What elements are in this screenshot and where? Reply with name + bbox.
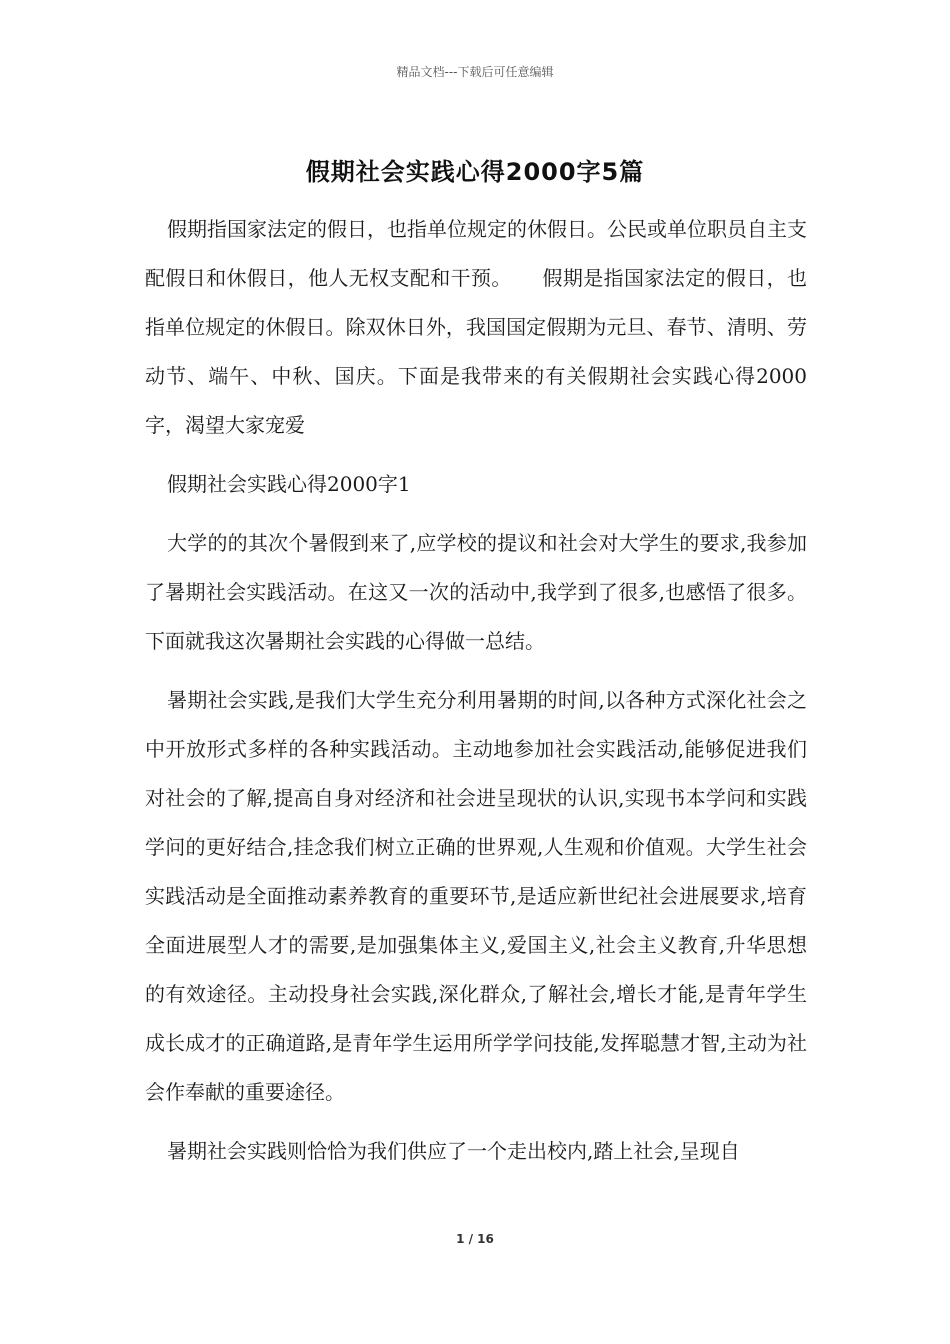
- paragraph-1: 大学的的其次个暑假到来了,应学校的提议和社会对大学生的要求,我参加了暑期社会实践活动。在这又一次的活动中,我学到了很多,也感悟了很多。下面就我这次暑期社会实践的心得做一总结。: [145, 531, 807, 653]
- page-number: 1 / 16: [456, 1232, 494, 1246]
- document-title: 假期社会实践心得2000字5篇: [305, 158, 645, 186]
- paragraph-2: 暑期社会实践,是我们大学生充分利用暑期的时间,以各种方式深化社会之中开放形式多样的各种实践活动。主动地参加社会实践活动,能够促进我们对社会的了解,提高自身对经济和社会进呈现状的认识,实现书本学问和实践学问的更好结合,挂念我们树立正确的世界观,人生观和价值观。大学生社会实践活动是全面推动素养教育的重要环节,是适应新世纪社会进展要求,培育全面进展型人才的需要,是加强集体主义,爱国主义,社会主义教育,升华思想的有效途径。主动投身社会实践,深化群众,了解社会,增长才能,是青年学生成长成才的正确道路,是青年学生运用所学学问技能,发挥聪慧才智,主动为社会作奉献的重要途径。: [145, 688, 807, 1104]
- document-body: [145, 205, 807, 1186]
- page-header: 精品文档---下载后可任意编辑: [396, 65, 554, 79]
- section-heading-1: 假期社会实践心得2000字1: [167, 472, 411, 496]
- paragraph-3: 暑期社会实践则恰恰为我们供应了一个走出校内,踏上社会,呈现自: [167, 1139, 740, 1163]
- paragraph-intro: 假期指国家法定的假日，也指单位规定的休假日。公民或单位职员自主支配假日和休假日，他人无权支配和干预。 假期是指国家法定的假日，也指单位规定的休假日。除双休日外，我国国定假期为元旦、春节、清明、劳动节、端午、中秋、国庆。下面是我带来的有关假期社会实践心得2000字，渴望大家宠爱: [145, 217, 807, 437]
